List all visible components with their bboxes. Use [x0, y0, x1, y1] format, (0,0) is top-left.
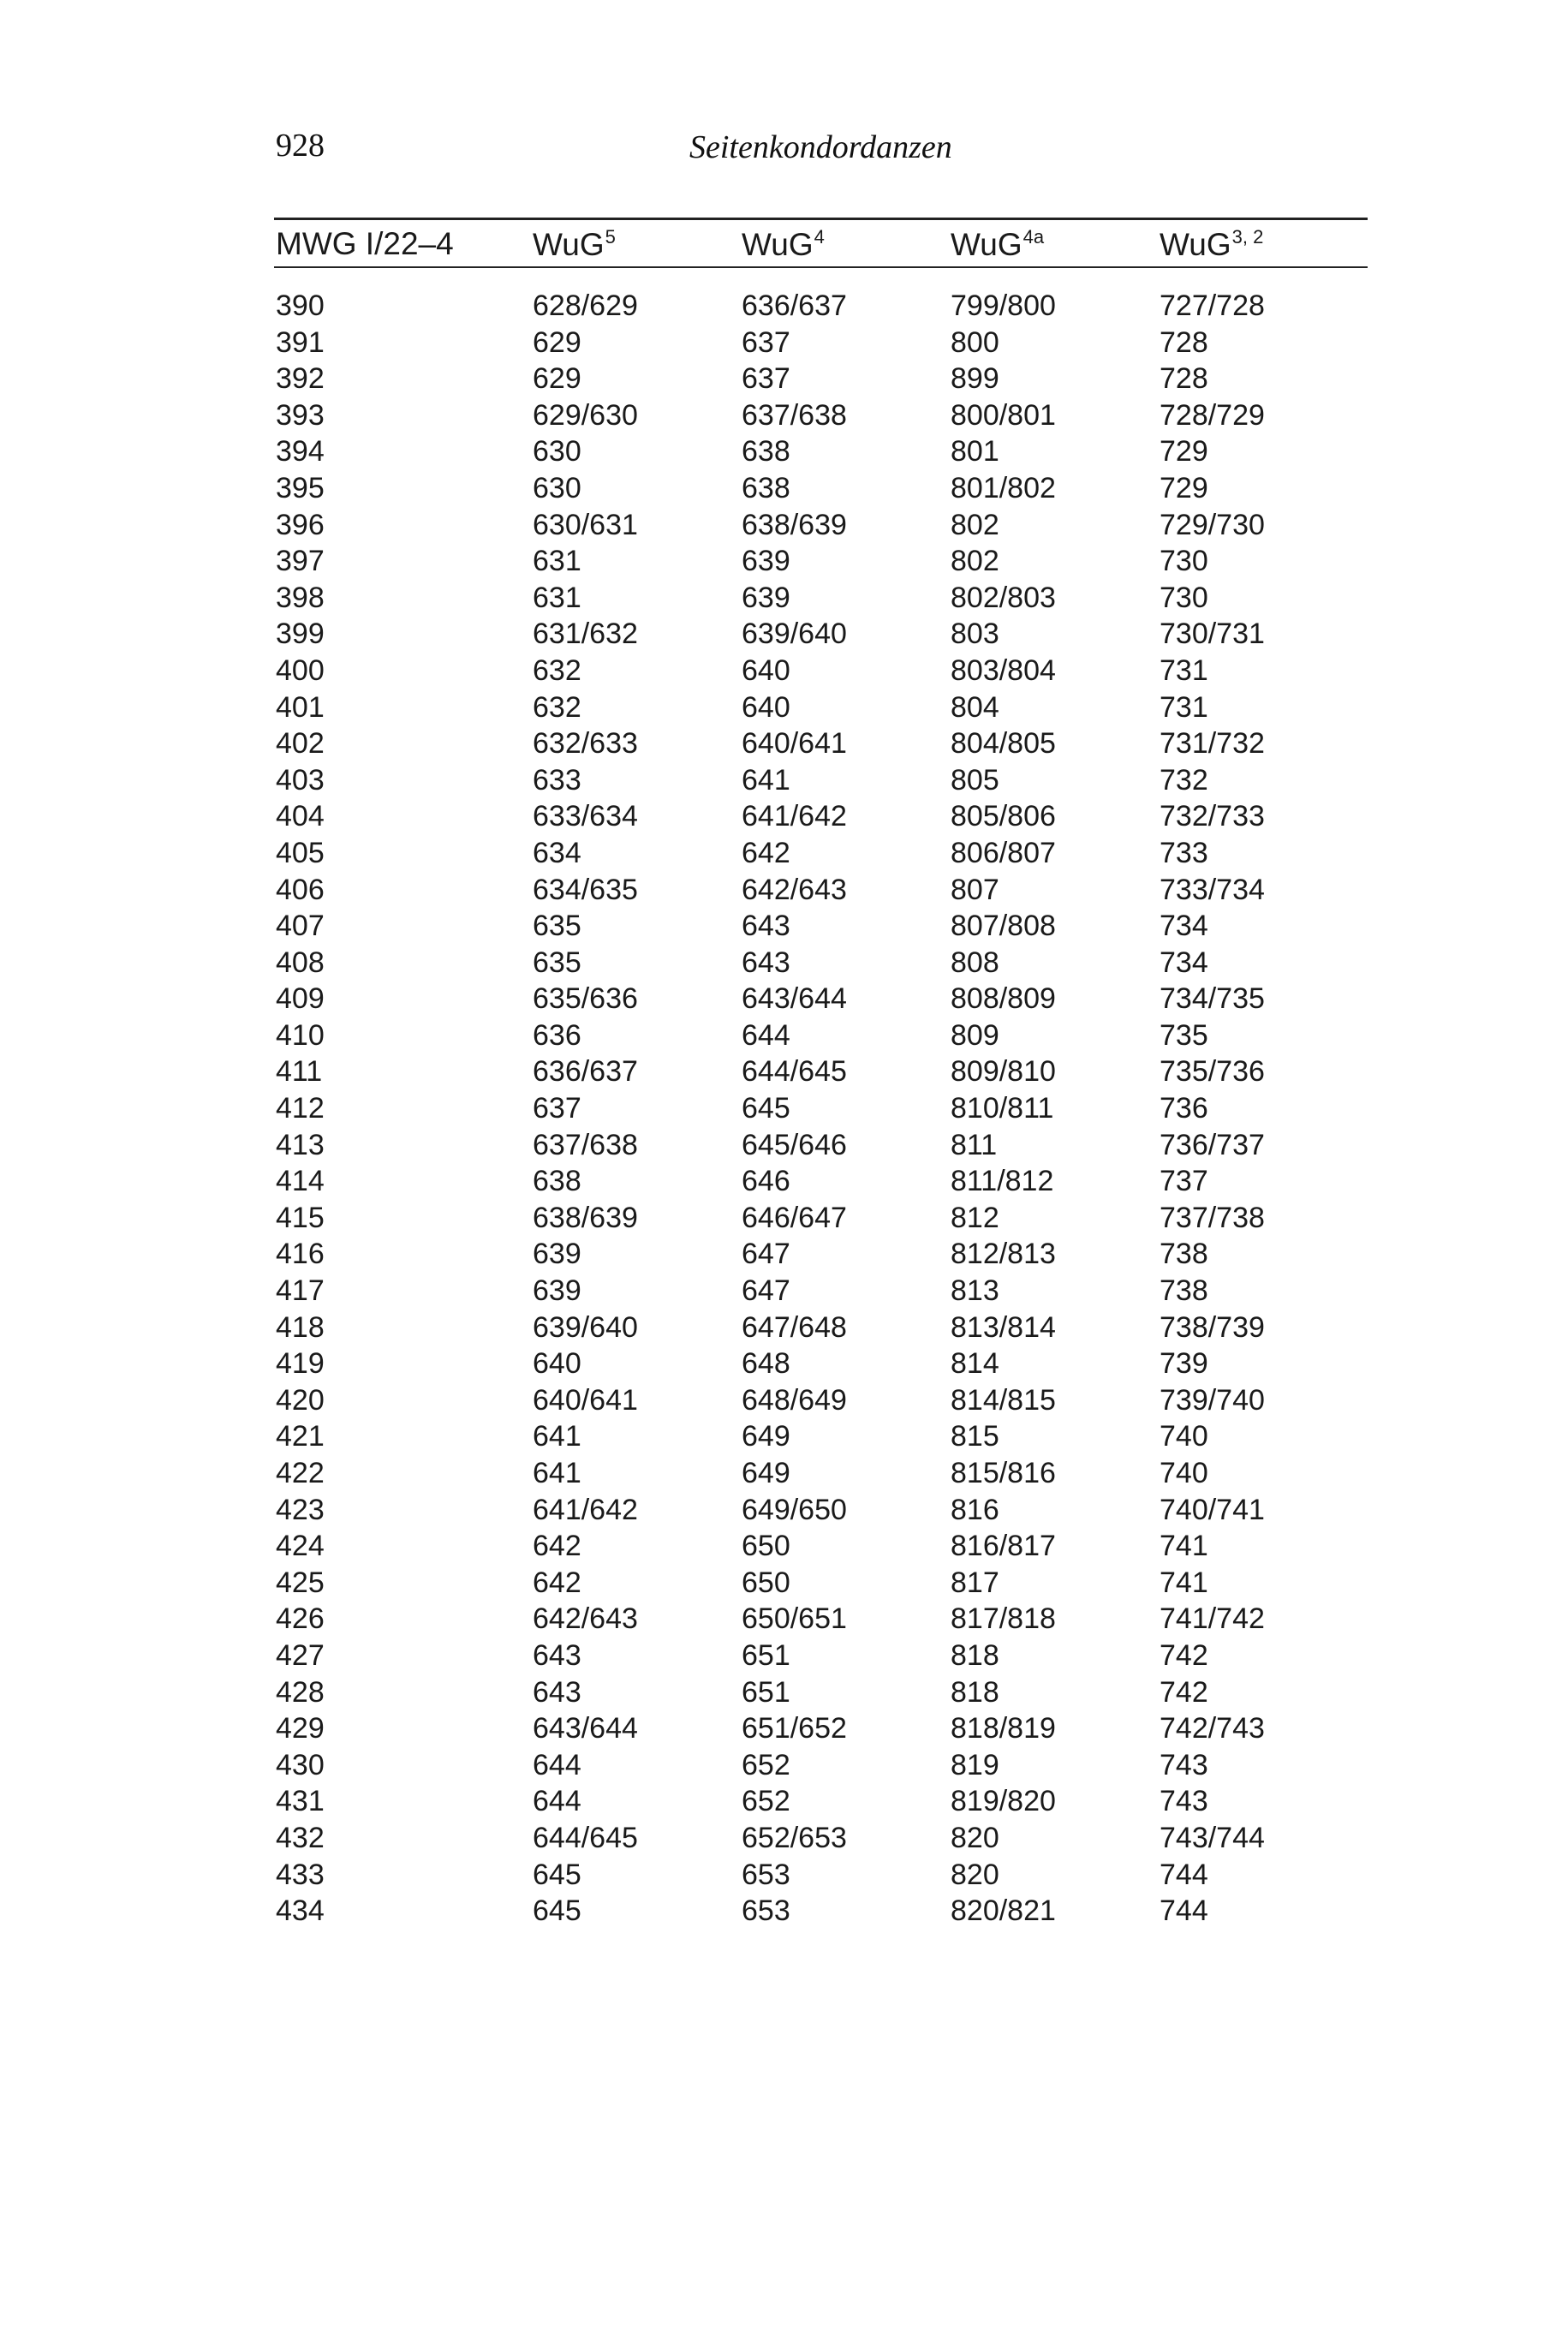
cell-wug4a: 804 — [951, 690, 999, 724]
cell-wug5: 638/639 — [533, 1201, 638, 1234]
cell-wug4: 640 — [742, 690, 790, 724]
cell-wug4: 650 — [742, 1530, 790, 1563]
cell-wug5: 641/642 — [533, 1493, 638, 1526]
cell-wug4: 649 — [742, 1457, 790, 1489]
cell-wug4a: 818 — [951, 1638, 999, 1672]
cell-wug32: 731 — [1160, 690, 1208, 724]
cell-wug4: 647 — [742, 1238, 790, 1271]
cell-mwg: 390 — [276, 289, 325, 322]
cell-wug4: 640/641 — [742, 727, 847, 761]
column-header-wug5-sup: 5 — [605, 226, 616, 248]
column-header-wug32-sup: 3, 2 — [1231, 226, 1264, 248]
cell-wug32: 729/730 — [1160, 508, 1265, 541]
cell-mwg: 403 — [276, 763, 325, 797]
cell-wug4: 640 — [742, 653, 790, 687]
cell-mwg: 428 — [276, 1675, 325, 1709]
cell-wug4a: 809/810 — [951, 1055, 1056, 1089]
table-row — [0, 981, 1568, 1017]
cell-wug4a: 803 — [951, 618, 999, 651]
cell-wug5: 641 — [533, 1420, 581, 1453]
table-row — [0, 1893, 1568, 1930]
cell-wug32: 728 — [1160, 325, 1208, 359]
table-row — [0, 1273, 1568, 1310]
cell-wug32: 740 — [1160, 1420, 1208, 1453]
cell-wug32: 732/733 — [1160, 800, 1265, 833]
column-header-wug5 — [533, 226, 616, 263]
cell-wug5: 645 — [533, 1894, 581, 1928]
cell-wug5: 642 — [533, 1530, 581, 1563]
cell-wug32: 735/736 — [1160, 1055, 1265, 1089]
cell-mwg: 416 — [276, 1238, 325, 1271]
table-row — [0, 1857, 1568, 1894]
cell-wug32: 736/737 — [1160, 1128, 1265, 1161]
table-row — [0, 543, 1568, 580]
cell-wug32: 739/740 — [1160, 1383, 1265, 1417]
table-row — [0, 1638, 1568, 1674]
cell-wug4: 644/645 — [742, 1055, 847, 1089]
page-number: 928 — [276, 128, 325, 164]
table-row — [0, 835, 1568, 872]
cell-mwg: 397 — [276, 545, 325, 578]
cell-wug4a: 803/804 — [951, 653, 1056, 687]
cell-wug4: 647/648 — [742, 1310, 847, 1344]
cell-wug4: 638 — [742, 471, 790, 504]
column-header-wug4-label: WuG — [742, 227, 814, 262]
cell-mwg: 408 — [276, 946, 325, 979]
cell-wug32: 730/731 — [1160, 618, 1265, 651]
cell-wug32: 741 — [1160, 1566, 1208, 1599]
table-row — [0, 1747, 1568, 1784]
cell-wug4: 646 — [742, 1165, 790, 1198]
cell-wug32: 740 — [1160, 1457, 1208, 1489]
cell-wug4a: 819/820 — [951, 1785, 1056, 1818]
cell-wug4a: 813/814 — [951, 1310, 1056, 1344]
cell-wug4: 642 — [742, 836, 790, 869]
cell-wug4a: 815/816 — [951, 1457, 1056, 1489]
cell-wug32: 741 — [1160, 1530, 1208, 1563]
cell-wug5: 629 — [533, 362, 581, 396]
column-header-wug32-label: WuG — [1160, 227, 1231, 262]
cell-wug5: 635/636 — [533, 982, 638, 1016]
cell-wug32: 728 — [1160, 362, 1208, 396]
cell-wug5: 636/637 — [533, 1055, 638, 1089]
cell-wug4: 648/649 — [742, 1383, 847, 1417]
cell-wug4: 652 — [742, 1748, 790, 1781]
cell-mwg: 411 — [276, 1055, 323, 1089]
cell-wug4: 647 — [742, 1274, 790, 1308]
cell-wug5: 645 — [533, 1858, 581, 1891]
table-row — [0, 1565, 1568, 1602]
cell-wug4a: 801/802 — [951, 471, 1056, 504]
cell-wug5: 636 — [533, 1018, 581, 1052]
cell-wug32: 728/729 — [1160, 398, 1265, 432]
table-row — [0, 1710, 1568, 1747]
cell-wug32: 729 — [1160, 435, 1208, 468]
running-head: Seitenkondordanzen — [689, 129, 952, 165]
cell-wug4: 651 — [742, 1675, 790, 1709]
cell-wug5: 638 — [533, 1165, 581, 1198]
cell-wug32: 743 — [1160, 1785, 1208, 1818]
cell-mwg: 409 — [276, 982, 325, 1016]
table-header-rule — [274, 266, 1368, 268]
table-row — [0, 653, 1568, 689]
table-row — [0, 1163, 1568, 1200]
cell-wug32: 733/734 — [1160, 873, 1265, 906]
cell-wug32: 741/742 — [1160, 1602, 1265, 1636]
cell-wug4a: 818/819 — [951, 1712, 1056, 1745]
cell-mwg: 410 — [276, 1018, 325, 1052]
cell-wug4a: 817/818 — [951, 1602, 1056, 1636]
cell-wug4a: 816/817 — [951, 1530, 1056, 1563]
table-row — [0, 908, 1568, 945]
table-row — [0, 945, 1568, 982]
cell-wug32: 738 — [1160, 1238, 1208, 1271]
cell-wug5: 629 — [533, 325, 581, 359]
table-row — [0, 470, 1568, 507]
cell-wug4: 645/646 — [742, 1128, 847, 1161]
cell-wug4a: 808 — [951, 946, 999, 979]
table-row — [0, 1345, 1568, 1382]
cell-wug4a: 802/803 — [951, 581, 1056, 614]
table-row — [0, 1455, 1568, 1492]
cell-wug4: 649 — [742, 1420, 790, 1453]
cell-wug4: 653 — [742, 1858, 790, 1891]
cell-wug4a: 819 — [951, 1748, 999, 1781]
cell-mwg: 433 — [276, 1858, 325, 1891]
cell-mwg: 427 — [276, 1638, 325, 1672]
cell-wug4: 639 — [742, 581, 790, 614]
cell-wug4a: 805 — [951, 763, 999, 797]
cell-wug32: 733 — [1160, 836, 1208, 869]
cell-wug32: 734 — [1160, 910, 1208, 943]
cell-mwg: 398 — [276, 581, 325, 614]
cell-wug5: 635 — [533, 910, 581, 943]
cell-wug4a: 802 — [951, 545, 999, 578]
cell-mwg: 425 — [276, 1566, 325, 1599]
table-row — [0, 1601, 1568, 1638]
cell-wug32: 743 — [1160, 1748, 1208, 1781]
cell-mwg: 402 — [276, 727, 325, 761]
table-row — [0, 1200, 1568, 1237]
cell-wug4: 650 — [742, 1566, 790, 1599]
cell-wug32: 734/735 — [1160, 982, 1265, 1016]
table-row — [0, 1492, 1568, 1529]
cell-mwg: 434 — [276, 1894, 325, 1928]
cell-mwg: 393 — [276, 398, 325, 432]
cell-wug32: 730 — [1160, 581, 1208, 614]
cell-mwg: 431 — [276, 1785, 325, 1818]
cell-wug32: 729 — [1160, 471, 1208, 504]
cell-wug5: 630 — [533, 435, 581, 468]
cell-wug5: 634/635 — [533, 873, 638, 906]
table-row — [0, 1310, 1568, 1346]
cell-wug32: 735 — [1160, 1018, 1208, 1052]
cell-wug4a: 818 — [951, 1675, 999, 1709]
cell-wug32: 731 — [1160, 653, 1208, 687]
cell-wug5: 643 — [533, 1638, 581, 1672]
cell-wug4: 637 — [742, 362, 790, 396]
cell-wug4: 638/639 — [742, 508, 847, 541]
cell-wug32: 730 — [1160, 545, 1208, 578]
table-top-rule — [274, 218, 1368, 220]
cell-wug4a: 811 — [951, 1128, 998, 1161]
cell-wug5: 640/641 — [533, 1383, 638, 1417]
cell-mwg: 404 — [276, 800, 325, 833]
cell-mwg: 401 — [276, 690, 325, 724]
table-row — [0, 689, 1568, 726]
cell-wug4a: 812 — [951, 1201, 999, 1234]
cell-wug5: 631 — [533, 581, 581, 614]
cell-mwg: 418 — [276, 1310, 325, 1344]
cell-wug32: 738/739 — [1160, 1310, 1265, 1344]
column-header-wug4a-sup: 4a — [1022, 226, 1045, 248]
cell-wug4: 645 — [742, 1092, 790, 1125]
cell-wug4a: 800/801 — [951, 398, 1056, 432]
cell-wug5: 632 — [533, 653, 581, 687]
table-row — [0, 1053, 1568, 1090]
cell-wug4a: 802 — [951, 508, 999, 541]
cell-mwg: 429 — [276, 1712, 325, 1745]
table-row — [0, 1418, 1568, 1455]
cell-mwg: 392 — [276, 362, 325, 396]
cell-wug4: 649/650 — [742, 1493, 847, 1526]
cell-wug4: 648 — [742, 1347, 790, 1381]
cell-mwg: 415 — [276, 1201, 325, 1234]
cell-wug4a: 799/800 — [951, 289, 1056, 322]
table-row — [0, 1090, 1568, 1127]
cell-mwg: 421 — [276, 1420, 325, 1453]
table-row — [0, 397, 1568, 434]
cell-wug32: 738 — [1160, 1274, 1208, 1308]
cell-wug32: 727/728 — [1160, 289, 1265, 322]
cell-wug5: 639 — [533, 1274, 581, 1308]
column-header-mwg-label: MWG I/22–4 — [276, 226, 454, 261]
table-body — [0, 288, 1568, 1930]
cell-mwg: 407 — [276, 910, 325, 943]
cell-wug5: 633 — [533, 763, 581, 797]
column-header-wug5-label: WuG — [533, 227, 605, 262]
cell-wug32: 734 — [1160, 946, 1208, 979]
cell-mwg: 422 — [276, 1457, 325, 1489]
cell-wug4a: 815 — [951, 1420, 999, 1453]
cell-wug4: 637/638 — [742, 398, 847, 432]
table-row — [0, 725, 1568, 762]
cell-wug5: 630/631 — [533, 508, 638, 541]
cell-mwg: 414 — [276, 1165, 325, 1198]
cell-wug5: 637 — [533, 1092, 581, 1125]
table-row — [0, 872, 1568, 909]
table-row — [0, 762, 1568, 799]
cell-mwg: 412 — [276, 1092, 325, 1125]
column-header-wug4a — [951, 226, 1044, 263]
table-row — [0, 1382, 1568, 1419]
cell-wug5: 639 — [533, 1238, 581, 1271]
cell-wug4a: 804/805 — [951, 727, 1056, 761]
cell-wug4a: 811/812 — [951, 1165, 1054, 1198]
cell-wug4: 642/643 — [742, 873, 847, 906]
cell-wug5: 635 — [533, 946, 581, 979]
cell-wug5: 631 — [533, 545, 581, 578]
table-row — [0, 361, 1568, 397]
cell-wug5: 641 — [533, 1457, 581, 1489]
cell-wug4a: 800 — [951, 325, 999, 359]
cell-wug32: 736 — [1160, 1092, 1208, 1125]
cell-wug5: 644/645 — [533, 1821, 638, 1854]
table-row — [0, 288, 1568, 325]
cell-wug4a: 814/815 — [951, 1383, 1056, 1417]
cell-wug4: 651/652 — [742, 1712, 847, 1745]
column-header-wug4-sup: 4 — [814, 226, 825, 248]
table-header-row — [0, 221, 1568, 264]
cell-wug4a: 820 — [951, 1821, 999, 1854]
table-row — [0, 325, 1568, 361]
cell-mwg: 406 — [276, 873, 325, 906]
table-row — [0, 798, 1568, 835]
table-row — [0, 1017, 1568, 1054]
cell-wug5: 632/633 — [533, 727, 638, 761]
cell-mwg: 417 — [276, 1274, 325, 1308]
cell-wug5: 644 — [533, 1785, 581, 1818]
cell-wug5: 639/640 — [533, 1310, 638, 1344]
table-row — [0, 1820, 1568, 1857]
cell-mwg: 423 — [276, 1493, 325, 1526]
table-row — [0, 580, 1568, 617]
table-row — [0, 616, 1568, 653]
table-row — [0, 1127, 1568, 1164]
cell-wug5: 643/644 — [533, 1712, 638, 1745]
cell-wug4: 652 — [742, 1785, 790, 1818]
cell-wug5: 642 — [533, 1566, 581, 1599]
cell-wug4: 639 — [742, 545, 790, 578]
cell-mwg: 395 — [276, 471, 325, 504]
cell-mwg: 424 — [276, 1530, 325, 1563]
cell-mwg: 405 — [276, 836, 325, 869]
cell-wug32: 739 — [1160, 1347, 1208, 1381]
cell-wug4a: 820/821 — [951, 1894, 1056, 1928]
column-header-wug4 — [742, 226, 825, 263]
table-row — [0, 1236, 1568, 1273]
cell-wug4: 651 — [742, 1638, 790, 1672]
cell-wug32: 742 — [1160, 1638, 1208, 1672]
cell-wug5: 644 — [533, 1748, 581, 1781]
cell-wug4a: 810/811 — [951, 1092, 1054, 1125]
cell-wug4: 636/637 — [742, 289, 847, 322]
cell-wug4: 638 — [742, 435, 790, 468]
cell-wug32: 732 — [1160, 763, 1208, 797]
cell-wug4a: 820 — [951, 1858, 999, 1891]
cell-wug5: 630 — [533, 471, 581, 504]
cell-wug4: 641/642 — [742, 800, 847, 833]
table-row — [0, 1783, 1568, 1820]
cell-wug4a: 801 — [951, 435, 999, 468]
cell-wug4a: 814 — [951, 1347, 999, 1381]
cell-wug32: 742/743 — [1160, 1712, 1265, 1745]
cell-mwg: 432 — [276, 1821, 325, 1854]
cell-mwg: 420 — [276, 1383, 325, 1417]
cell-wug4: 644 — [742, 1018, 790, 1052]
cell-wug4: 639/640 — [742, 618, 847, 651]
column-header-wug32 — [1160, 226, 1263, 263]
cell-wug5: 628/629 — [533, 289, 638, 322]
cell-wug4: 643/644 — [742, 982, 847, 1016]
cell-wug4a: 817 — [951, 1566, 999, 1599]
table-row — [0, 507, 1568, 544]
cell-wug4a: 808/809 — [951, 982, 1056, 1016]
cell-wug5: 642/643 — [533, 1602, 638, 1636]
cell-wug32: 731/732 — [1160, 727, 1265, 761]
cell-wug5: 637/638 — [533, 1128, 638, 1161]
cell-wug4: 652/653 — [742, 1821, 847, 1854]
cell-wug4a: 805/806 — [951, 800, 1056, 833]
cell-wug5: 632 — [533, 690, 581, 724]
column-header-mwg — [276, 226, 454, 262]
cell-wug4: 643 — [742, 910, 790, 943]
cell-wug4: 637 — [742, 325, 790, 359]
cell-mwg: 391 — [276, 325, 325, 359]
cell-wug4: 653 — [742, 1894, 790, 1928]
cell-mwg: 396 — [276, 508, 325, 541]
cell-mwg: 430 — [276, 1748, 325, 1781]
cell-wug5: 643 — [533, 1675, 581, 1709]
cell-wug32: 742 — [1160, 1675, 1208, 1709]
column-header-wug4a-label: WuG — [951, 227, 1022, 262]
cell-wug4a: 813 — [951, 1274, 999, 1308]
cell-wug5: 631/632 — [533, 618, 638, 651]
cell-wug4: 646/647 — [742, 1201, 847, 1234]
cell-wug5: 633/634 — [533, 800, 638, 833]
cell-wug4a: 807/808 — [951, 910, 1056, 943]
cell-wug4: 643 — [742, 946, 790, 979]
cell-wug4: 650/651 — [742, 1602, 847, 1636]
cell-mwg: 419 — [276, 1347, 325, 1381]
cell-mwg: 426 — [276, 1602, 325, 1636]
cell-wug4a: 812/813 — [951, 1238, 1056, 1271]
cell-mwg: 400 — [276, 653, 325, 687]
cell-wug5: 629/630 — [533, 398, 638, 432]
cell-wug32: 740/741 — [1160, 1493, 1265, 1526]
cell-wug32: 744 — [1160, 1858, 1208, 1891]
cell-wug4a: 809 — [951, 1018, 999, 1052]
cell-mwg: 399 — [276, 618, 325, 651]
cell-wug5: 634 — [533, 836, 581, 869]
table-row — [0, 1528, 1568, 1565]
cell-wug4a: 807 — [951, 873, 999, 906]
cell-wug32: 743/744 — [1160, 1821, 1265, 1854]
cell-wug4: 641 — [742, 763, 790, 797]
table-row — [0, 433, 1568, 470]
cell-wug32: 744 — [1160, 1894, 1208, 1928]
cell-wug4a: 899 — [951, 362, 999, 396]
cell-wug4a: 816 — [951, 1493, 999, 1526]
cell-mwg: 413 — [276, 1128, 325, 1161]
cell-wug32: 737/738 — [1160, 1201, 1265, 1234]
cell-wug5: 640 — [533, 1347, 581, 1381]
cell-mwg: 394 — [276, 435, 325, 468]
cell-wug32: 737 — [1160, 1165, 1208, 1198]
cell-wug4a: 806/807 — [951, 836, 1056, 869]
table-row — [0, 1674, 1568, 1711]
